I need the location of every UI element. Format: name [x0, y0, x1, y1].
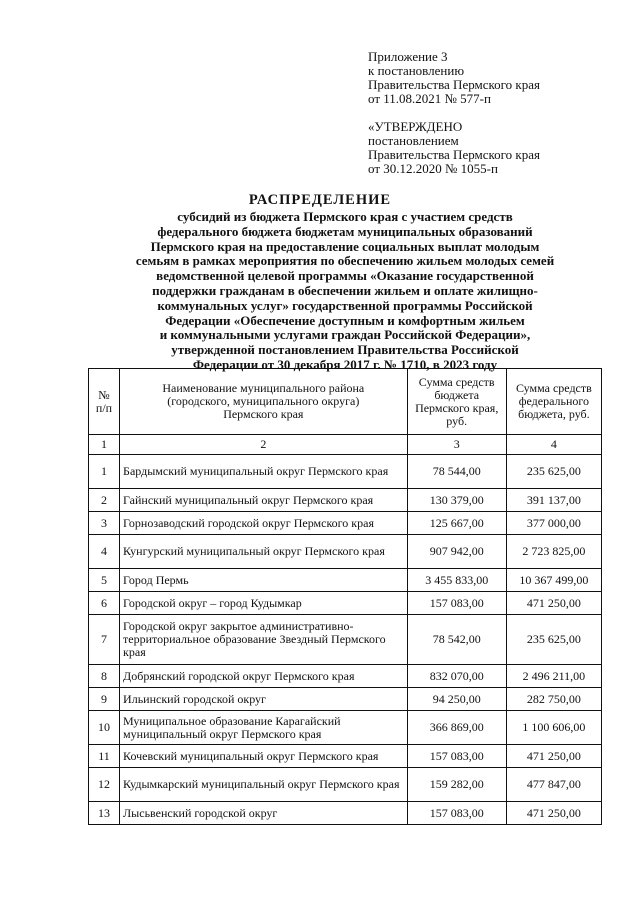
- row-number: 10: [89, 711, 120, 745]
- federal-amount: 235 625,00: [506, 455, 601, 489]
- row-number: 6: [89, 592, 120, 615]
- row-number: 11: [89, 745, 120, 768]
- header-text: (городского, муниципального округа): [167, 394, 360, 408]
- federal-amount: 377 000,00: [506, 512, 601, 535]
- federal-amount: 471 250,00: [506, 745, 601, 768]
- regional-amount: 157 083,00: [407, 802, 506, 825]
- row-number: 8: [89, 665, 120, 688]
- annex-line: Приложение 3: [368, 49, 448, 64]
- federal-amount: 2 496 211,00: [506, 665, 601, 688]
- regional-amount: 78 544,00: [407, 455, 506, 489]
- municipality-name: Муниципальное образование Карагайский муниципальный округ Пермского края: [120, 711, 408, 745]
- subtitle-line: и коммунальными услугами граждан Российской Федерации»,: [159, 327, 531, 343]
- federal-amount: 471 250,00: [506, 592, 601, 615]
- row-number: 9: [89, 688, 120, 711]
- header-text: Сумма средств: [515, 381, 592, 395]
- header-text: бюджета, руб.: [518, 407, 590, 421]
- federal-amount: 471 250,00: [506, 802, 601, 825]
- federal-amount: 2 723 825,00: [506, 535, 601, 569]
- municipality-name: Город Пермь: [120, 569, 408, 592]
- row-number: 1: [89, 455, 120, 489]
- subtitle-line: ведомственной целевой программы «Оказание государственной: [156, 268, 534, 284]
- table-body: [89, 455, 602, 825]
- header-text: руб.: [446, 413, 468, 428]
- header-regional: [407, 369, 506, 435]
- subtitle-line: поддержки гражданам в обеспечении жильем и оплате жилищно-: [152, 282, 538, 298]
- row-number: 5: [89, 569, 120, 592]
- column-index-row: [89, 435, 602, 455]
- subtitle-line: Пермского края на предоставление социальных выплат молодым: [150, 238, 540, 254]
- header-federal: [506, 369, 601, 435]
- subtitle-line: семьям в рамках мероприятия по обеспечению жильем молодых семей: [135, 253, 555, 269]
- regional-amount: 94 250,00: [407, 688, 506, 711]
- regional-amount: 832 070,00: [407, 665, 506, 688]
- regional-amount: 159 282,00: [407, 768, 506, 802]
- annex-line: к постановлению: [368, 63, 465, 78]
- table-row: [89, 802, 602, 825]
- header-text: Пермского края,: [415, 400, 499, 415]
- header-text: федерального: [518, 394, 590, 408]
- municipality-name: Городской округ – город Кудымкар: [120, 592, 408, 615]
- municipality-name: Кочевский муниципальный округ Пермского края: [120, 745, 408, 768]
- table-row: [89, 489, 602, 512]
- header-text: №: [98, 387, 110, 402]
- municipality-name: Гайнский муниципальный округ Пермского края: [120, 489, 408, 512]
- subtitle-line: Федерации «Обеспечение доступным и комфортным жильем: [165, 312, 525, 328]
- table-header-row: [89, 369, 602, 435]
- table-row: [89, 535, 602, 569]
- subtitle-line: Федерации от 30 декабря 2017 г. № 1710, в 2023 году: [192, 356, 498, 372]
- approval-line: от 30.12.2020 № 1055-п: [368, 161, 498, 176]
- annex-line: от 11.08.2021 № 577-п: [368, 91, 491, 106]
- federal-amount: 10 367 499,00: [506, 569, 601, 592]
- table-row: [89, 665, 602, 688]
- column-index: 2: [120, 435, 408, 455]
- regional-amount: 157 083,00: [407, 592, 506, 615]
- table-row: [89, 688, 602, 711]
- federal-amount: 282 750,00: [506, 688, 601, 711]
- approval-line: «УТВЕРЖДЕНО: [368, 119, 463, 134]
- municipality-name: Добрянский городской округ Пермского края: [120, 665, 408, 688]
- header-text: Сумма средств: [418, 374, 495, 389]
- subtitle-line: утвержденной постановлением Правительства Российской: [171, 342, 519, 358]
- row-number: 3: [89, 512, 120, 535]
- header-num: [89, 369, 120, 435]
- header-text: Наименование муниципального района: [162, 381, 365, 395]
- federal-amount: 1 100 606,00: [506, 711, 601, 745]
- regional-amount: 907 942,00: [407, 535, 506, 569]
- row-number: 13: [89, 802, 120, 825]
- table-row: [89, 745, 602, 768]
- table-row: [89, 711, 602, 745]
- header-text: п/п: [95, 400, 113, 415]
- regional-amount: 3 455 833,00: [407, 569, 506, 592]
- subtitle-line: федерального бюджета бюджетам муниципальных образований: [157, 223, 533, 239]
- regional-amount: 366 869,00: [407, 711, 506, 745]
- document-subtitle: [90, 210, 600, 373]
- table-row: [89, 512, 602, 535]
- table-row: [89, 592, 602, 615]
- table-row: [89, 455, 602, 489]
- approval-line: Правительства Пермского края: [368, 147, 540, 162]
- municipality-name: Кудымкарский муниципальный округ Пермского края: [120, 768, 408, 802]
- header-name: [120, 369, 408, 435]
- municipality-name: Кунгурский муниципальный округ Пермского края: [120, 535, 408, 569]
- subtitle-line: субсидий из бюджета Пермского края с участием средств: [177, 209, 513, 224]
- row-number: 7: [89, 615, 120, 665]
- column-index: 4: [506, 435, 601, 455]
- municipality-name: Ильинский городской округ: [120, 688, 408, 711]
- approval-block: [368, 120, 540, 176]
- row-number: 12: [89, 768, 120, 802]
- subtitle-line: коммунальных услуг» государственной программы Российской: [157, 297, 533, 313]
- federal-amount: 391 137,00: [506, 489, 601, 512]
- table-row: [89, 615, 602, 665]
- row-number: 2: [89, 489, 120, 512]
- table-row: [89, 569, 602, 592]
- table-row: [89, 768, 602, 802]
- header-text: бюджета: [434, 387, 480, 402]
- municipality-name: Городской округ закрытое административно-территориальное образование Звездный Пермского края: [120, 615, 408, 665]
- header-text: Пермского края: [223, 407, 304, 421]
- municipality-name: Горнозаводский городской округ Пермского края: [120, 512, 408, 535]
- approval-line: постановлением: [368, 133, 459, 148]
- distribution-table: [88, 368, 602, 825]
- document-title: РАСПРЕДЕЛЕНИЕ: [248, 192, 392, 208]
- row-number: 4: [89, 535, 120, 569]
- municipality-name: Лысьвенский городской округ: [120, 802, 408, 825]
- regional-amount: 78 542,00: [407, 615, 506, 665]
- annex-line: Правительства Пермского края: [368, 77, 540, 92]
- column-index: 3: [407, 435, 506, 455]
- column-index: 1: [89, 435, 120, 455]
- federal-amount: 235 625,00: [506, 615, 601, 665]
- regional-amount: 125 667,00: [407, 512, 506, 535]
- regional-amount: 130 379,00: [407, 489, 506, 512]
- annex-block: [368, 50, 540, 106]
- federal-amount: 477 847,00: [506, 768, 601, 802]
- regional-amount: 157 083,00: [407, 745, 506, 768]
- municipality-name: Бардымский муниципальный округ Пермского края: [120, 455, 408, 489]
